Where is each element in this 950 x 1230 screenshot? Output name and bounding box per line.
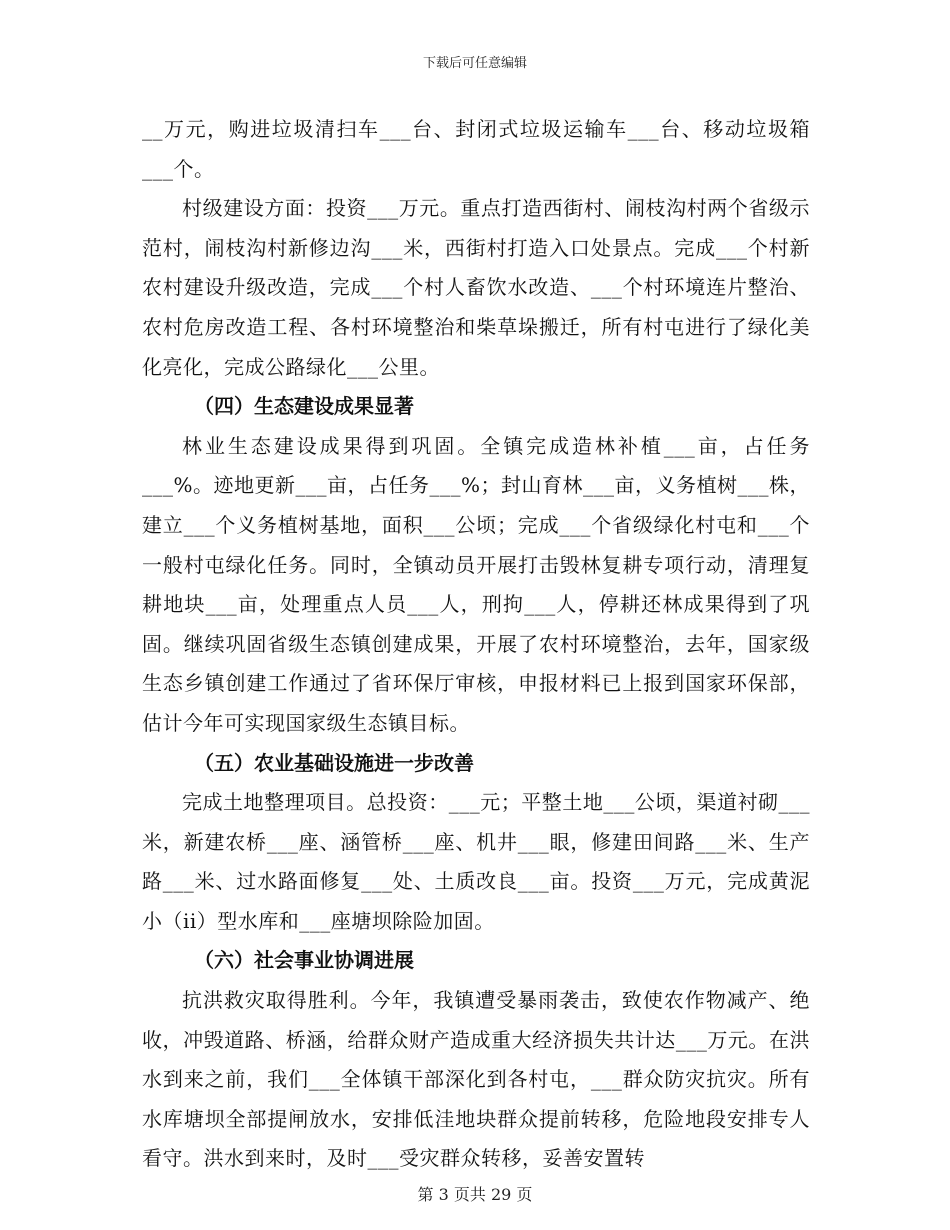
paragraph-4: 完成土地整理项目。总投资：___元；平整土地___公顷，渠道衬砌___米，新建农桥___座、涵管桥___座、机井___眼，修建田间路___米、生产路___米、过水路面修复___处、土质改良___亩。投资___万元，完成黄泥小（ii）型水库和___座塘坝除险加固。 <box>142 790 810 933</box>
paragraph-5: 抗洪救灾取得胜利。今年，我镇遭受暴雨袭击，致使农作物减产、绝收，冲毁道路、桥涵，给群众财产造成重大经济损失共计达___万元。在洪水到来之前，我们___全体镇干部深化到各村屯，___群众防灾抗灾。所有水库塘坝全部提闸放水，安排低洼地块群众提前转移，危险地段安排专人看守。洪水到来时，及时___受灾群众转移，妥善安置转 <box>142 988 810 1171</box>
section-heading-4: （四）生态建设成果显著 <box>194 394 414 419</box>
page-footer: 第 3 页共 29 页 <box>417 1185 533 1204</box>
section-heading-6: （六）社会事业协调进展 <box>194 948 414 973</box>
section-heading-5: （五）农业基础设施进一步改善 <box>194 750 474 775</box>
paragraph-1: __万元，购进垃圾清扫车___台、封闭式垃圾运输车___台、移动垃圾箱___个。 <box>142 117 810 181</box>
paragraph-3: 林业生态建设成果得到巩固。全镇完成造林补植___亩，占任务___%。迹地更新___亩，占任务___%；封山育林___亩，义务植树___株，建立___个义务植树基地，面积___公顷；完成___个省级绿化村屯和___个一般村屯绿化任务。同时，全镇动员开展打击毁林复耕专项行动，清理复耕地块___亩，处理重点人员___人，刑拘___人，停耕还林成果得到了巩固。继续巩固省级生态镇创建成果，开展了农村环境整治，去年，国家级生态乡镇创建工作通过了省环保厅审核，申报材料已上报到国家环保部，估计今年可实现国家级生态镇目标。 <box>142 433 811 735</box>
document-body <box>142 110 810 1179</box>
page-header: 下载后可任意编辑 <box>422 56 527 71</box>
paragraph-2: 村级建设方面：投资___万元。重点打造西街村、闹枝沟村两个省级示范村，闹枝沟村新修边沟___米，西街村打造入口处景点。完成___个村新农村建设升级改造，完成___个村人畜饮水改造、___个村环境连片整治、农村危房改造工程、各村环境整治和柴草垛搬迁，所有村屯进行了绿化美化亮化，完成公路绿化___公里。 <box>142 196 810 379</box>
